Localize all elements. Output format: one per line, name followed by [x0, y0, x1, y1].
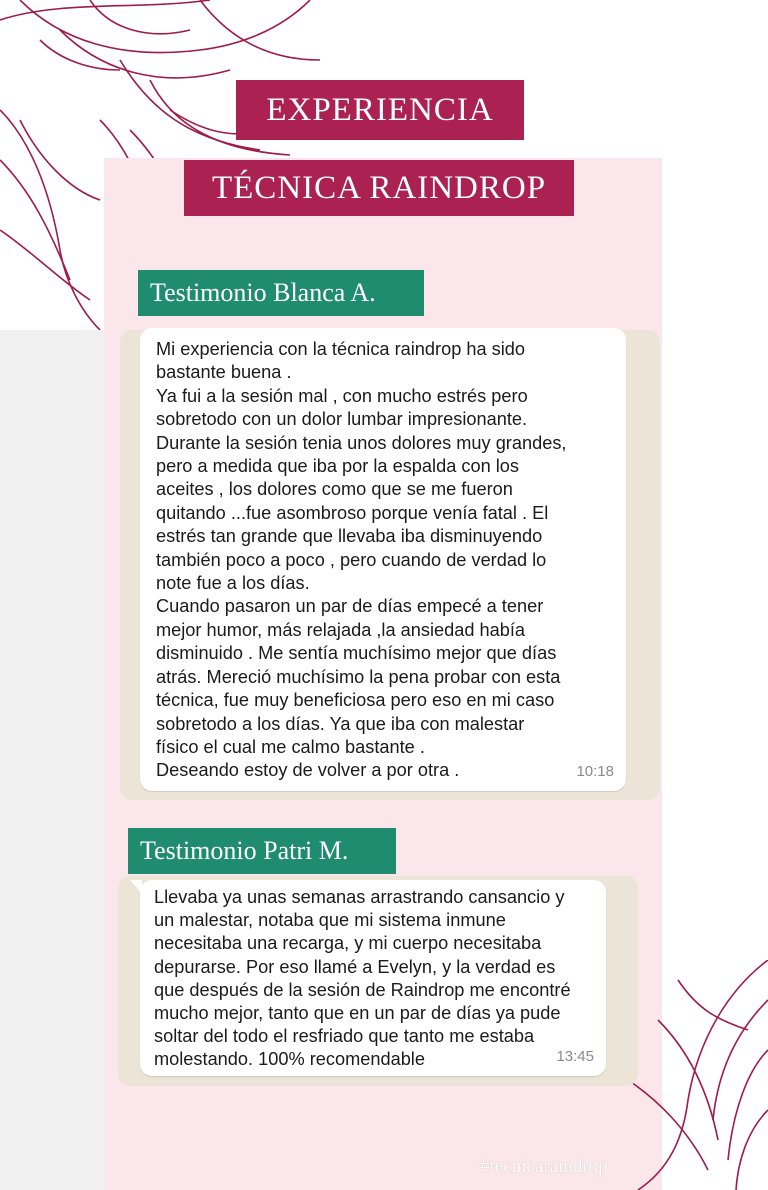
page-title-line-1: EXPERIENCIA — [236, 80, 524, 140]
message-text: Mi experiencia con la técnica raindrop ha sido bastante buena . Ya fui a la sesión mal , con mucho estrés pero sobretodo con un dolor lumbar impresionante. Durante la sesión tenia unos dolores muy grandes, pero a medida que iba por la espalda con los aceites , los dolores como que se me fueron quitando ...fue asombroso porque venía fatal . El estrés tan grande que llevaba iba disminuyendo también poco a poco , pero cuando de verdad lo note fue a los días. Cuando pasaron un par de días empecé a tener mejor humor, más relajada ,la ansiedad había disminuido . Me sentía muchísimo mejor que días atrás. Mereció muchísimo la pena probar con esta técnica, fue muy beneficiosa pero eso en mi caso sobretodo a los días. Ya que iba con malestar físico el cual me calmo bastante . Deseando estoy de volver a por otra . — [156, 339, 567, 781]
message-text: Llevaba ya unas semanas arrastrando cansancio y un malestar, notaba que mi sistema inmune necesitaba una recarga, y mi cuerpo necesitaba depurarse. Por eso llamé a Evelyn, y la verdad es que después de la sesión de Raindrop me encontré mucho mejor, tanto que en un par de días ya pude soltar del todo el resfriado que tanto me estaba molestando. 100% recomendable — [154, 887, 571, 1070]
message-timestamp: 10:18 — [576, 762, 614, 780]
testimonial-label: Testimonio Blanca A. — [138, 270, 424, 316]
left-grey-strip — [0, 330, 104, 1190]
chat-message-bubble — [140, 880, 606, 1076]
message-timestamp: 13:45 — [556, 1047, 594, 1065]
hashtag-watermark: #tecnicaraindrop — [480, 1156, 608, 1177]
testimonial-label: Testimonio Patri M. — [128, 828, 396, 874]
chat-message-bubble — [140, 328, 626, 791]
page-title-line-2: TÉCNICA RAINDROP — [184, 160, 574, 216]
